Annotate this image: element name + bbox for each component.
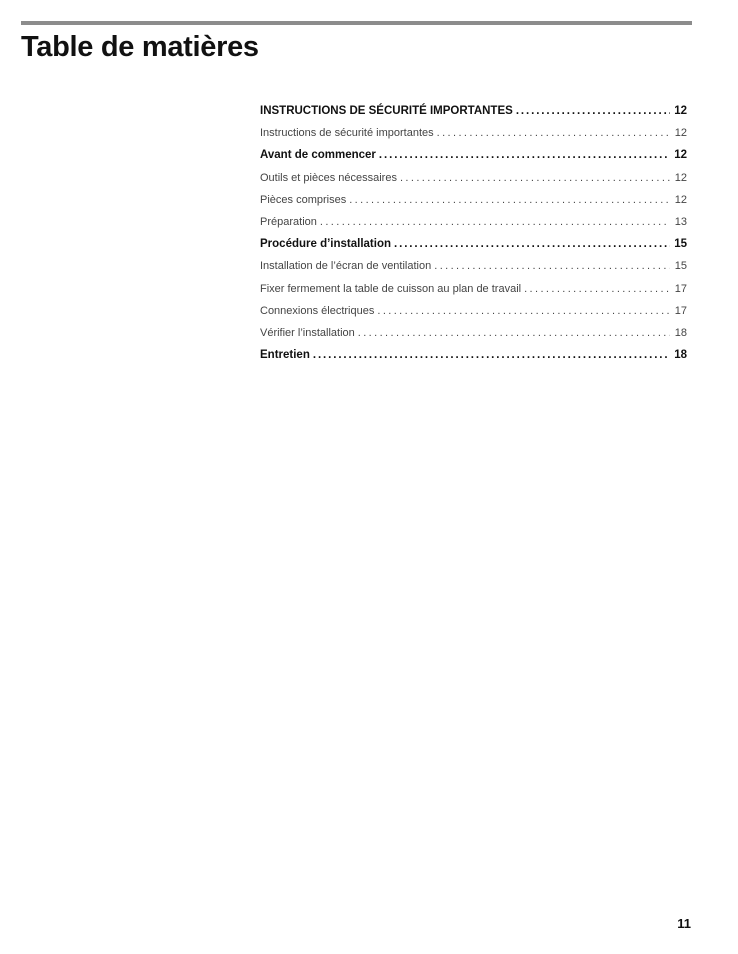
top-rule: [21, 21, 692, 25]
toc-dot-leader: [434, 255, 670, 277]
toc-entry-label: Fixer fermement la table de cuisson au plan de travail: [260, 282, 522, 295]
toc-entry-page: 18: [674, 349, 687, 362]
toc-dot-leader: [377, 300, 670, 322]
toc-entry[interactable]: [260, 211, 687, 233]
page-number: 11: [677, 916, 691, 931]
toc-entry[interactable]: [260, 122, 687, 144]
toc-entry-page: 12: [674, 105, 687, 117]
toc-dot-leader: [313, 344, 670, 366]
toc-entry[interactable]: [260, 300, 687, 322]
toc-entry-page: 18: [674, 326, 687, 339]
toc-dot-leader: [394, 233, 670, 255]
toc-dot-leader: [358, 322, 670, 344]
toc-entry-page: 17: [674, 304, 687, 317]
toc-entry[interactable]: [260, 344, 687, 366]
toc-entry-label: Installation de l’écran de ventilation: [260, 260, 432, 273]
toc-entry-label: Procédure d’installation: [260, 238, 391, 251]
toc-entry[interactable]: [260, 322, 687, 344]
table-of-contents: [260, 100, 687, 366]
toc-entry-page: 17: [674, 282, 687, 295]
toc-entry-label: Avant de commencer: [260, 149, 376, 162]
toc-entry-label: Connexions électriques: [260, 304, 375, 317]
toc-entry[interactable]: [260, 100, 687, 122]
toc-entry-page: 13: [674, 215, 687, 228]
toc-dot-leader: [524, 278, 670, 300]
toc-entry-page: 15: [674, 260, 687, 273]
toc-dot-leader: [400, 167, 670, 189]
toc-entry[interactable]: [260, 167, 687, 189]
toc-entry-page: 15: [674, 238, 687, 251]
page-title: Table de matières: [21, 31, 259, 63]
toc-entry-label: Instructions de sécurité importantes: [260, 127, 434, 140]
toc-entry-label: Outils et pièces nécessaires: [260, 171, 397, 184]
toc-dot-leader: [349, 189, 670, 211]
toc-entry[interactable]: [260, 255, 687, 277]
toc-entry-label: INSTRUCTIONS DE SÉCURITÉ IMPORTANTES: [260, 105, 513, 117]
toc-dot-leader: [379, 144, 670, 166]
toc-entry-page: 12: [674, 171, 687, 184]
toc-dot-leader: [516, 100, 670, 122]
toc-entry[interactable]: [260, 278, 687, 300]
toc-entry-page: 12: [674, 149, 687, 162]
toc-entry-label: Entretien: [260, 349, 310, 362]
toc-entry-label: Vérifier l’installation: [260, 326, 355, 339]
toc-entry-label: Pièces comprises: [260, 193, 347, 206]
toc-entry[interactable]: [260, 189, 687, 211]
toc-dot-leader: [437, 122, 670, 144]
toc-entry-page: 12: [674, 193, 687, 206]
toc-dot-leader: [320, 211, 670, 233]
toc-entry-page: 12: [674, 127, 687, 140]
toc-entry[interactable]: [260, 233, 687, 255]
toc-entry-label: Préparation: [260, 215, 317, 228]
toc-entry[interactable]: [260, 144, 687, 166]
